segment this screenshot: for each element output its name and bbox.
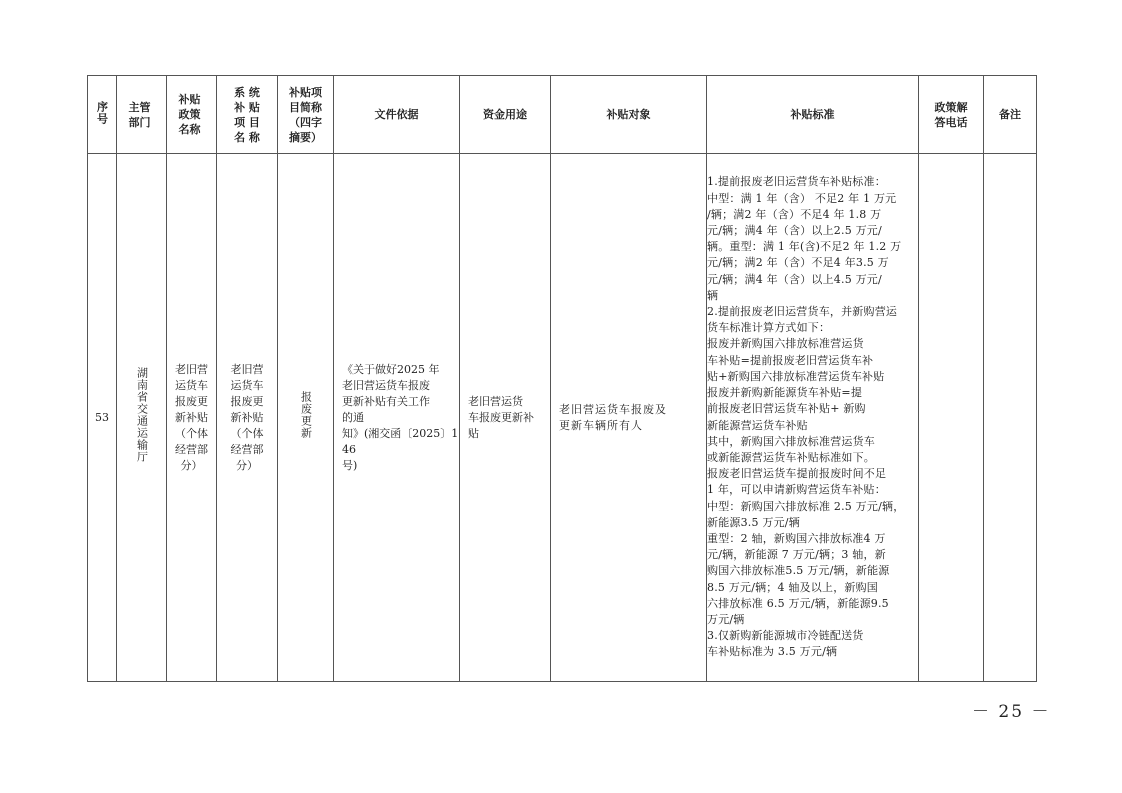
cell-target: 老旧营运货车报废及 更新车辆所有人 <box>551 154 707 682</box>
header-dept: 主管部门 <box>117 76 167 154</box>
header-standard: 补贴标准 <box>707 76 919 154</box>
cell-seq: 53 <box>88 154 117 682</box>
header-seq: 序号 <box>88 76 117 154</box>
header-target: 补贴对象 <box>551 76 707 154</box>
cell-dept: 湖南省交通运输厅 <box>117 154 167 682</box>
cell-usage: 老旧营运货 车报废更新补 贴 <box>460 154 551 682</box>
header-remark: 备注 <box>984 76 1037 154</box>
header-basis: 文件依据 <box>334 76 460 154</box>
header-abbr: 补贴项 目简称 （四字 摘要） <box>278 76 334 154</box>
cell-system-name: 老旧营 运货车 报废更 新补贴 （个体 经营部 分） <box>217 154 278 682</box>
cell-phone <box>919 154 984 682</box>
header-policy-name: 补贴政策名称 <box>167 76 217 154</box>
cell-policy-name: 老旧营 运货车 报废更 新补贴 （个体 经营部 分） <box>167 154 217 682</box>
cell-standard: 1.提前报废老旧运营货车补贴标准： 中型：满 1 年（含） 不足2 年 1 万元 /辆；满2 年（含）不足4 年 1.8 万 元/辆；满4 年（含）以上2.5 万元/ 辆。重型：满 1 年(含)不足2 年 1.2 万 元/辆；满2 年（含）不足4 年3.5 万 元/辆；满4 年（含）以上4.5 万元/ 辆 2.提前报废老旧运营货车，并新购营运 货车标准计算方式如下： 报废并新购国六排放标准营运货 车补贴=提前报废老旧营运货车补 贴+新购国六排放标准营运货车补贴 报废并新购新能源货车补贴=提 前报废老旧营运货车补贴+ 新购 新能源营运货车补贴 其中，新购国六排放标准营运货车 或新能源营运货车补贴标准如下。 报废老旧营运货车提前报废时间不足 1 年，可以申请新购营运货车补贴： 中型：新购国六排放标准 2.5 万元/辆， 新能源3.5 万元/辆 重型：2 轴，新购国六排放标准4 万 元/辆，新能源 7 万元/辆；3 轴，新 购国六排放标准5.5 万元/辆，新能源 8.5 万元/辆；4 轴及以上，新购国 六排放标准 6.5 万元/辆，新能源9.5 万元/辆 3.仅新购新能源城市冷链配送货 车补贴标准为 3.5 万元/辆 <box>707 154 919 682</box>
header-usage: 资金用途 <box>460 76 551 154</box>
cell-remark <box>984 154 1037 682</box>
table-row <box>88 154 1037 682</box>
cell-basis: 《关于做好2025 年 老旧营运货车报废 更新补贴有关工作 的通 知》(湘交函〔2025〕146 号) <box>334 154 460 682</box>
subsidy-policy-table <box>87 75 1037 682</box>
header-phone: 政策解 答电话 <box>919 76 984 154</box>
header-system-name: 系 统 补 贴 项 目 名 称 <box>217 76 278 154</box>
page-number: － 25 － <box>972 702 1051 722</box>
table-header-row <box>88 76 1037 154</box>
cell-abbr: 报废更新 <box>278 154 334 682</box>
